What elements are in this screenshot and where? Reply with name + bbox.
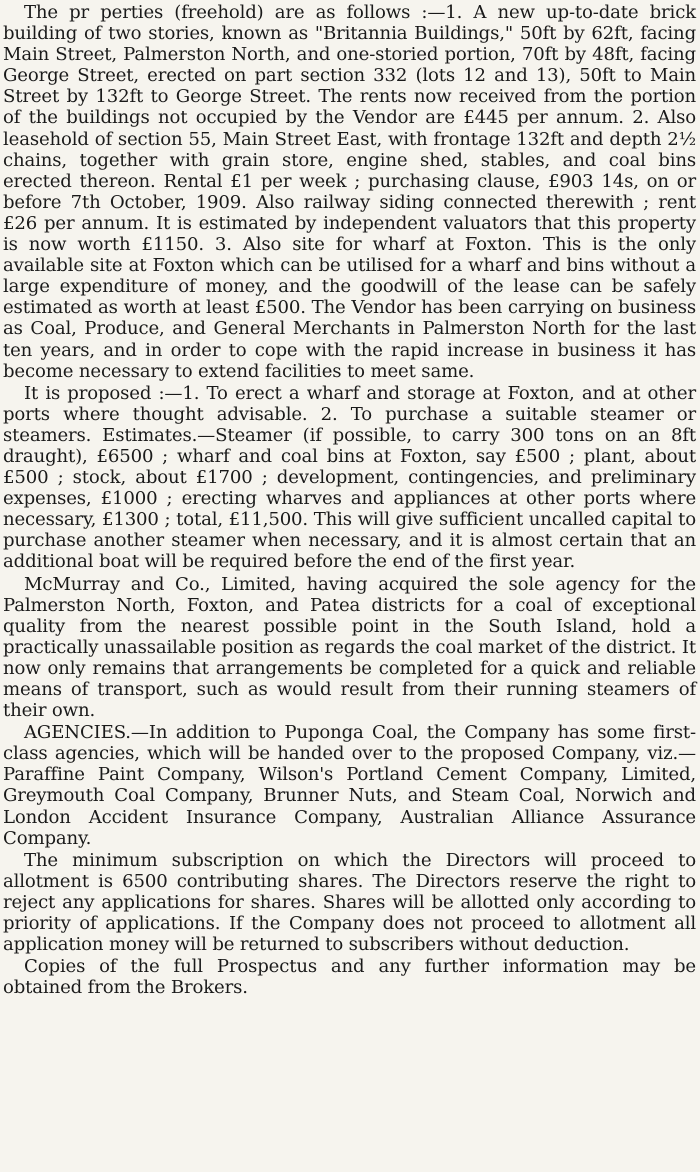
subscription-paragraph: The minimum subscription on which the Directors will proceed to allotment is 6500 contributing shares. The Directors reserve the right to reject any applications for shares. Shares will be allotted only according to priority of applications. If the Company does not proceed to allotment all application money will be returned to subscribers without deduction. (3, 849, 696, 956)
coal-agency-paragraph: McMurray and Co., Limited, having acquired the sole agency for the Palmerston North, Foxton, and Patea districts for a coal of exceptional quality from the nearest possible point in the South Island, hold a practically unassailable position as regards the coal market of the district. It now only remains that arrangements be completed for a quick and reliable means of transport, such as would result from their running steamers of their own. (3, 573, 696, 722)
agencies-paragraph: AGENCIES.—In addition to Puponga Coal, the Company has some first-class agencies, which will be handed over to the proposed Company, viz.—Paraffine Paint Company, Wilson's Portland Cement Company, Limited, Greymouth Coal Company, Brunner Nuts, and Steam Coal, Norwich and London Accident Insurance Company, Australian Alliance Assurance Company. (3, 722, 696, 849)
proposal-paragraph: It is proposed :—1. To erect a wharf and storage at Foxton, and at other ports where thought advisable. 2. To purchase a suitable steamer or steamers. Estimates.—Steamer (if possible, to carry 300 tons on an 8ft draught), £6500 ; wharf and coal bins at Foxton, say £500 ; plant, about £500 ; stock, about £1700 ; development, contingencies, and preliminary expenses, £1000 ; erecting wharves and appliances at other ports where necessary, £1300 ; total, £11,500. This will give sufficient uncalled capital to purchase another steamer when necessary, and it is almost certain that an additional boat will be required before the end of the first year. (3, 382, 696, 573)
prospectus-paragraph: Copies of the full Prospectus and any further information may be obtained from the Brokers. (3, 956, 696, 999)
properties-paragraph: The pr perties (freehold) are as follows :—1. A new up-to-date brick building of two stories, known as "Britannia Buildings," 50ft by 62ft, facing Main Street, Palmerston North, and one-storied portion, 70ft by 48ft, facing George Street, erected on part section 332 (lots 12 and 13), 50ft to Main Street by 132ft to George Street. The rents now received from the portion of the buildings not occupied by the Vendor are £445 per annum. 2. Also leasehold of section 55, Main Street East, with frontage 132ft and depth 2½ chains, together with grain store, engine shed, stables, and coal bins erected thereon. Rental £1 per week ; purchasing clause, £903 14s, on or before 7th October, 1909. Also railway siding connected therewith ; rent £26 per annum. It is estimated by independent valuators that this property is now worth £1150. 3. Also site for wharf at Foxton. This is the only available site at Foxton which can be utilised for a wharf and bins without a large expenditure of money, and the goodwill of the lease can be safely estimated as worth at least £500. The Vendor has been carrying on business as Coal, Produce, and General Merchants in Palmerston North for the last ten years, and in order to cope with the rapid increase in business it has become necessary to extend facilities to meet same. (3, 2, 696, 382)
